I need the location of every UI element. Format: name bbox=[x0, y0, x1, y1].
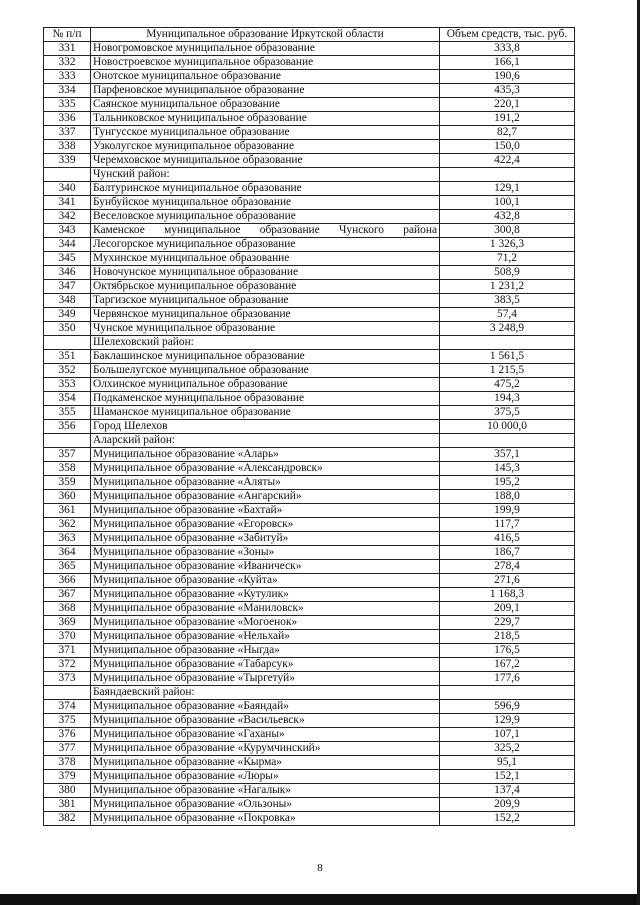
row-number bbox=[44, 336, 91, 350]
row-number bbox=[44, 434, 91, 448]
table-row bbox=[44, 644, 575, 658]
funding-amount: 1 231,2 bbox=[440, 280, 575, 294]
row-number: 377 bbox=[44, 742, 91, 756]
row-number: 351 bbox=[44, 350, 91, 364]
table-row bbox=[44, 420, 575, 434]
funding-amount: 145,3 bbox=[440, 462, 575, 476]
funding-amount: 176,5 bbox=[440, 644, 575, 658]
row-number: 381 bbox=[44, 798, 91, 812]
table-row bbox=[44, 266, 575, 280]
municipality-name: Муниципальное образование «Тыргетуй» bbox=[91, 672, 440, 686]
table-row bbox=[44, 322, 575, 336]
table-row bbox=[44, 294, 575, 308]
row-number: 337 bbox=[44, 126, 91, 140]
row-number: 359 bbox=[44, 476, 91, 490]
table-body bbox=[44, 42, 575, 826]
funding-amount: 229,7 bbox=[440, 616, 575, 630]
municipality-name: Муниципальное образование «Нельхай» bbox=[91, 630, 440, 644]
row-number: 333 bbox=[44, 70, 91, 84]
row-number: 350 bbox=[44, 322, 91, 336]
table-row bbox=[44, 588, 575, 602]
funding-amount: 152,1 bbox=[440, 770, 575, 784]
table-row bbox=[44, 476, 575, 490]
row-number: 338 bbox=[44, 140, 91, 154]
table-row bbox=[44, 574, 575, 588]
district-name: Баяндаевский район: bbox=[91, 686, 440, 700]
funding-amount: 596,9 bbox=[440, 700, 575, 714]
row-number: 335 bbox=[44, 98, 91, 112]
funding-amount: 220,1 bbox=[440, 98, 575, 112]
municipality-name: Тальниковское муниципальное образование bbox=[91, 112, 440, 126]
municipality-name: Муниципальное образование «Могоенок» bbox=[91, 616, 440, 630]
table-row bbox=[44, 532, 575, 546]
table-row bbox=[44, 364, 575, 378]
row-number: 375 bbox=[44, 714, 91, 728]
funding-amount: 1 168,3 bbox=[440, 588, 575, 602]
allocation-table bbox=[43, 27, 575, 826]
municipality-name: Муниципальное образование «Аларь» bbox=[91, 448, 440, 462]
row-number: 356 bbox=[44, 420, 91, 434]
funding-amount: 209,1 bbox=[440, 602, 575, 616]
municipality-name: Муниципальное образование «Васильевск» bbox=[91, 714, 440, 728]
table-row bbox=[44, 630, 575, 644]
funding-amount: 333,8 bbox=[440, 42, 575, 56]
funding-amount: 475,2 bbox=[440, 378, 575, 392]
table-row bbox=[44, 784, 575, 798]
row-number: 379 bbox=[44, 770, 91, 784]
municipality-name: Муниципальное образование «Зоны» bbox=[91, 546, 440, 560]
table-row bbox=[44, 812, 575, 826]
row-number: 364 bbox=[44, 546, 91, 560]
row-number: 365 bbox=[44, 560, 91, 574]
row-number: 346 bbox=[44, 266, 91, 280]
row-number: 354 bbox=[44, 392, 91, 406]
table-row bbox=[44, 728, 575, 742]
table-row bbox=[44, 602, 575, 616]
row-number: 372 bbox=[44, 658, 91, 672]
row-number: 367 bbox=[44, 588, 91, 602]
row-number bbox=[44, 686, 91, 700]
table-row bbox=[44, 742, 575, 756]
row-number: 342 bbox=[44, 210, 91, 224]
municipality-name: Муниципальное образование «Забитуй» bbox=[91, 532, 440, 546]
municipality-name: Муниципальное образование «Ангарский» bbox=[91, 490, 440, 504]
municipality-name: Черемховское муниципальное образование bbox=[91, 154, 440, 168]
funding-amount: 150,0 bbox=[440, 140, 575, 154]
funding-amount: 209,9 bbox=[440, 798, 575, 812]
municipality-name: Онотское муниципальное образование bbox=[91, 70, 440, 84]
funding-amount bbox=[440, 336, 575, 350]
funding-amount: 186,7 bbox=[440, 546, 575, 560]
municipality-name: Муниципальное образование «Кырма» bbox=[91, 756, 440, 770]
funding-amount: 199,9 bbox=[440, 504, 575, 518]
row-number: 355 bbox=[44, 406, 91, 420]
row-number: 378 bbox=[44, 756, 91, 770]
row-number: 331 bbox=[44, 42, 91, 56]
table-row bbox=[44, 238, 575, 252]
table-row bbox=[44, 756, 575, 770]
municipality-name: Муниципальное образование «Ныгда» bbox=[91, 644, 440, 658]
municipality-name: Муниципальное образование «Люры» bbox=[91, 770, 440, 784]
district-heading-row bbox=[44, 336, 575, 350]
table-row bbox=[44, 98, 575, 112]
municipality-name: Подкаменское муниципальное образование bbox=[91, 392, 440, 406]
funding-amount: 432,8 bbox=[440, 210, 575, 224]
funding-amount: 95,1 bbox=[440, 756, 575, 770]
header-name: Муниципальное образование Иркутской области bbox=[91, 28, 440, 42]
table-row bbox=[44, 56, 575, 70]
district-heading-row bbox=[44, 686, 575, 700]
table-row bbox=[44, 490, 575, 504]
funding-amount: 166,1 bbox=[440, 56, 575, 70]
funding-amount: 129,1 bbox=[440, 182, 575, 196]
funding-amount: 190,6 bbox=[440, 70, 575, 84]
funding-amount: 278,4 bbox=[440, 560, 575, 574]
funding-amount: 195,2 bbox=[440, 476, 575, 490]
funding-amount: 1 326,3 bbox=[440, 238, 575, 252]
table-row bbox=[44, 308, 575, 322]
row-number: 360 bbox=[44, 490, 91, 504]
row-number: 373 bbox=[44, 672, 91, 686]
funding-amount: 152,2 bbox=[440, 812, 575, 826]
funding-amount: 435,3 bbox=[440, 84, 575, 98]
row-number: 353 bbox=[44, 378, 91, 392]
municipality-name: Шаманское муниципальное образование bbox=[91, 406, 440, 420]
municipality-name: Муниципальное образование «Александровск» bbox=[91, 462, 440, 476]
row-number: 366 bbox=[44, 574, 91, 588]
table-row bbox=[44, 448, 575, 462]
municipality-name: Муниципальное образование «Гаханы» bbox=[91, 728, 440, 742]
funding-amount: 191,2 bbox=[440, 112, 575, 126]
funding-amount: 107,1 bbox=[440, 728, 575, 742]
row-number: 352 bbox=[44, 364, 91, 378]
funding-amount: 167,2 bbox=[440, 658, 575, 672]
municipality-name: Саянское муниципальное образование bbox=[91, 98, 440, 112]
municipality-name: Муниципальное образование «Иваническ» bbox=[91, 560, 440, 574]
funding-amount: 1 561,5 bbox=[440, 350, 575, 364]
funding-amount bbox=[440, 434, 575, 448]
municipality-name: Баклашинское муниципальное образование bbox=[91, 350, 440, 364]
row-number: 347 bbox=[44, 280, 91, 294]
funding-amount: 422,4 bbox=[440, 154, 575, 168]
table-header-row bbox=[44, 28, 575, 42]
municipality-name: Каменское муниципальное образование Чунского района bbox=[91, 224, 440, 238]
funding-amount: 218,5 bbox=[440, 630, 575, 644]
table-row bbox=[44, 112, 575, 126]
funding-amount: 357,1 bbox=[440, 448, 575, 462]
row-number: 376 bbox=[44, 728, 91, 742]
row-number: 380 bbox=[44, 784, 91, 798]
row-number bbox=[44, 168, 91, 182]
funding-amount bbox=[440, 686, 575, 700]
municipality-name: Узколугское муниципальное образование bbox=[91, 140, 440, 154]
funding-amount: 177,6 bbox=[440, 672, 575, 686]
table-row bbox=[44, 224, 575, 238]
municipality-name: Муниципальное образование «Егоровск» bbox=[91, 518, 440, 532]
table-row bbox=[44, 518, 575, 532]
municipality-name: Тунгусское муниципальное образование bbox=[91, 126, 440, 140]
row-number: 358 bbox=[44, 462, 91, 476]
municipality-name: Муниципальное образование «Нагалык» bbox=[91, 784, 440, 798]
municipality-name: Новочунское муниципальное образование bbox=[91, 266, 440, 280]
municipality-name: Таргизское муниципальное образование bbox=[91, 294, 440, 308]
funding-amount: 117,7 bbox=[440, 518, 575, 532]
row-number: 371 bbox=[44, 644, 91, 658]
municipality-name: Муниципальное образование «Табарсук» bbox=[91, 658, 440, 672]
table-row bbox=[44, 196, 575, 210]
table-row bbox=[44, 504, 575, 518]
table-row bbox=[44, 672, 575, 686]
row-number: 382 bbox=[44, 812, 91, 826]
row-number: 357 bbox=[44, 448, 91, 462]
municipality-name: Муниципальное образование «Кутулик» bbox=[91, 588, 440, 602]
row-number: 336 bbox=[44, 112, 91, 126]
municipality-name: Муниципальное образование «Покровка» bbox=[91, 812, 440, 826]
funding-amount: 188,0 bbox=[440, 490, 575, 504]
table-row bbox=[44, 182, 575, 196]
municipality-name: Червянское муниципальное образование bbox=[91, 308, 440, 322]
municipality-name: Олхинское муниципальное образование bbox=[91, 378, 440, 392]
municipality-name: Веселовское муниципальное образование bbox=[91, 210, 440, 224]
municipality-name: Парфеновское муниципальное образование bbox=[91, 84, 440, 98]
district-name: Чунский район: bbox=[91, 168, 440, 182]
table-row bbox=[44, 140, 575, 154]
municipality-name: Большелугское муниципальное образование bbox=[91, 364, 440, 378]
municipality-name: Город Шелехов bbox=[91, 420, 440, 434]
row-number: 369 bbox=[44, 616, 91, 630]
funding-amount: 82,7 bbox=[440, 126, 575, 140]
funding-amount: 508,9 bbox=[440, 266, 575, 280]
table-row bbox=[44, 406, 575, 420]
table-row bbox=[44, 392, 575, 406]
funding-amount: 300,8 bbox=[440, 224, 575, 238]
funding-amount: 325,2 bbox=[440, 742, 575, 756]
funding-amount: 271,6 bbox=[440, 574, 575, 588]
funding-amount: 57,4 bbox=[440, 308, 575, 322]
funding-amount: 194,3 bbox=[440, 392, 575, 406]
row-number: 361 bbox=[44, 504, 91, 518]
funding-amount: 1 215,5 bbox=[440, 364, 575, 378]
municipality-name: Лесогорское муниципальное образование bbox=[91, 238, 440, 252]
row-number: 340 bbox=[44, 182, 91, 196]
row-number: 349 bbox=[44, 308, 91, 322]
table-row bbox=[44, 560, 575, 574]
table-row bbox=[44, 70, 575, 84]
row-number: 332 bbox=[44, 56, 91, 70]
table-row bbox=[44, 84, 575, 98]
municipality-name: Муниципальное образование «Ользоны» bbox=[91, 798, 440, 812]
table-row bbox=[44, 658, 575, 672]
row-number: 334 bbox=[44, 84, 91, 98]
row-number: 345 bbox=[44, 252, 91, 266]
district-name: Аларский район: bbox=[91, 434, 440, 448]
page-number: 8 bbox=[317, 862, 323, 874]
district-heading-row bbox=[44, 434, 575, 448]
municipality-name: Чунское муниципальное образование bbox=[91, 322, 440, 336]
table-row bbox=[44, 350, 575, 364]
table-row bbox=[44, 42, 575, 56]
table-row bbox=[44, 616, 575, 630]
table-row bbox=[44, 154, 575, 168]
table-row bbox=[44, 252, 575, 266]
scan-bottom-edge bbox=[0, 894, 640, 905]
municipality-name: Бунбуйское муниципальное образование bbox=[91, 196, 440, 210]
municipality-name: Муниципальное образование «Куйта» bbox=[91, 574, 440, 588]
row-number: 341 bbox=[44, 196, 91, 210]
row-number: 374 bbox=[44, 700, 91, 714]
municipality-name: Балтуринское муниципальное образование bbox=[91, 182, 440, 196]
table-row bbox=[44, 798, 575, 812]
municipality-name: Муниципальное образование «Баяндай» bbox=[91, 700, 440, 714]
municipality-name: Муниципальное образование «Маниловск» bbox=[91, 602, 440, 616]
funding-amount: 10 000,0 bbox=[440, 420, 575, 434]
row-number: 363 bbox=[44, 532, 91, 546]
table-row bbox=[44, 126, 575, 140]
row-number: 370 bbox=[44, 630, 91, 644]
header-num: № п/п bbox=[44, 28, 91, 42]
funding-amount: 71,2 bbox=[440, 252, 575, 266]
table-row bbox=[44, 770, 575, 784]
municipality-name: Октябрьское муниципальное образование bbox=[91, 280, 440, 294]
header-value: Объем средств, тыс. руб. bbox=[440, 28, 575, 42]
table-row bbox=[44, 714, 575, 728]
municipality-name: Мухинское муниципальное образование bbox=[91, 252, 440, 266]
table-row bbox=[44, 462, 575, 476]
row-number: 362 bbox=[44, 518, 91, 532]
table-row bbox=[44, 700, 575, 714]
table-row bbox=[44, 378, 575, 392]
table-row bbox=[44, 546, 575, 560]
district-name: Шелеховский район: bbox=[91, 336, 440, 350]
row-number: 348 bbox=[44, 294, 91, 308]
municipality-name: Муниципальное образование «Бахтай» bbox=[91, 504, 440, 518]
table-row bbox=[44, 280, 575, 294]
district-heading-row bbox=[44, 168, 575, 182]
funding-amount: 137,4 bbox=[440, 784, 575, 798]
funding-amount: 129,9 bbox=[440, 714, 575, 728]
row-number: 339 bbox=[44, 154, 91, 168]
funding-amount: 100,1 bbox=[440, 196, 575, 210]
funding-amount: 3 248,9 bbox=[440, 322, 575, 336]
municipality-name: Новогромовское муниципальное образование bbox=[91, 42, 440, 56]
table-row bbox=[44, 210, 575, 224]
funding-amount: 383,5 bbox=[440, 294, 575, 308]
municipality-name: Муниципальное образование «Курумчинский» bbox=[91, 742, 440, 756]
row-number: 344 bbox=[44, 238, 91, 252]
row-number: 343 bbox=[44, 224, 91, 238]
municipality-name: Муниципальное образование «Аляты» bbox=[91, 476, 440, 490]
row-number: 368 bbox=[44, 602, 91, 616]
funding-amount: 416,5 bbox=[440, 532, 575, 546]
funding-amount bbox=[440, 168, 575, 182]
municipality-name: Новостроевское муниципальное образование bbox=[91, 56, 440, 70]
funding-amount: 375,5 bbox=[440, 406, 575, 420]
